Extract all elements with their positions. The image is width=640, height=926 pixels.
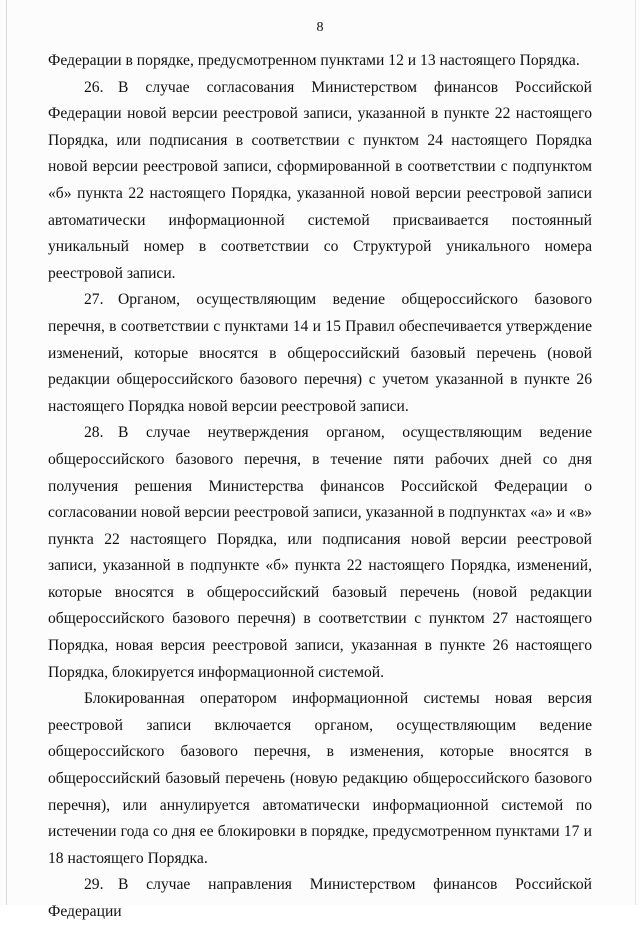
paragraph-number: 28. (84, 424, 104, 442)
scan-edge-left (6, 0, 7, 905)
paragraph-29 (48, 872, 592, 925)
paragraph-text: Органом, осуществляющим ведение общероссийского базового перечня, в соответствии с пунктами 14 и 15 Правил обеспечивается утверждение изменений, которые вносятся в общероссийский базовый перечень (новой редакции общероссийского базового перечня) с учетом указанной в пункте 26 настоящего Порядка новой версии реестровой записи. (48, 291, 592, 415)
paragraph-28 (48, 420, 592, 686)
paragraph-text: В случае согласования Министерством финансов Российской Федерации новой версии реестровой записи, указанной в пункте 22 настоящего Порядка, или подписания в соответствии с пунктом 24 настоящего Порядка новой версии реестровой записи, сформированной в соответствии с подпунктом «б» пункта 22 настоящего Порядка, указанной новой версии реестровой записи автоматически информационной системой присваивается постоянный уникальный номер в соответствии со Структурой уникального номера реестровой записи. (48, 78, 592, 282)
paragraph-text: Блокированная оператором информационной системы новая версия реестровой записи включается органом, осуществляющим ведение общероссийского базового перечня, в изменения, которые вносятся в общероссийский базовый перечень (новую редакцию общероссийского базового перечня), или аннулируется автоматически информационной системой по истечении года со дня ее блокировки в порядке, предусмотренном пунктами 17 и 18 настоящего Порядка. (48, 690, 592, 867)
paragraph-number: 27. (84, 291, 104, 309)
paragraph-number: 26. (84, 78, 104, 96)
paragraph-28-blocked-version (48, 686, 592, 872)
page-number: 8 (316, 20, 324, 35)
paragraph-text: В случае направления Министерством финансов Российской Федерации (48, 876, 592, 920)
paragraph-text: Федерации в порядке, предусмотренном пунктами 12 и 13 настоящего Порядка. (48, 52, 580, 69)
paragraph-26 (48, 75, 592, 288)
paragraph-27 (48, 287, 592, 420)
paragraph-text: В случае неутверждения органом, осуществляющим ведение общероссийского базового перечня, в течение пяти рабочих дней со дня получения решения Министерства финансов Российской Федерации о согласовании новой версии реестровой записи, указанной в подпунктах «а» и «в» пункта 22 настоящего Порядка, или подписания новой версии реестровой записи, указанной в подпункте «б» пункта 22 настоящего Порядка, изменений, которые вносятся в общероссийский базовый перечень (новой редакции общероссийского базового перечня) в соответствии с пунктом 27 настоящего Порядка, новая версия реестровой записи, указанная в пункте 26 настоящего Порядка, блокируется информационной системой. (48, 424, 592, 681)
paragraph-number: 29. (84, 876, 104, 894)
scan-edge-right (635, 0, 636, 905)
paragraph-continuation (48, 48, 592, 75)
document-body (48, 48, 592, 926)
